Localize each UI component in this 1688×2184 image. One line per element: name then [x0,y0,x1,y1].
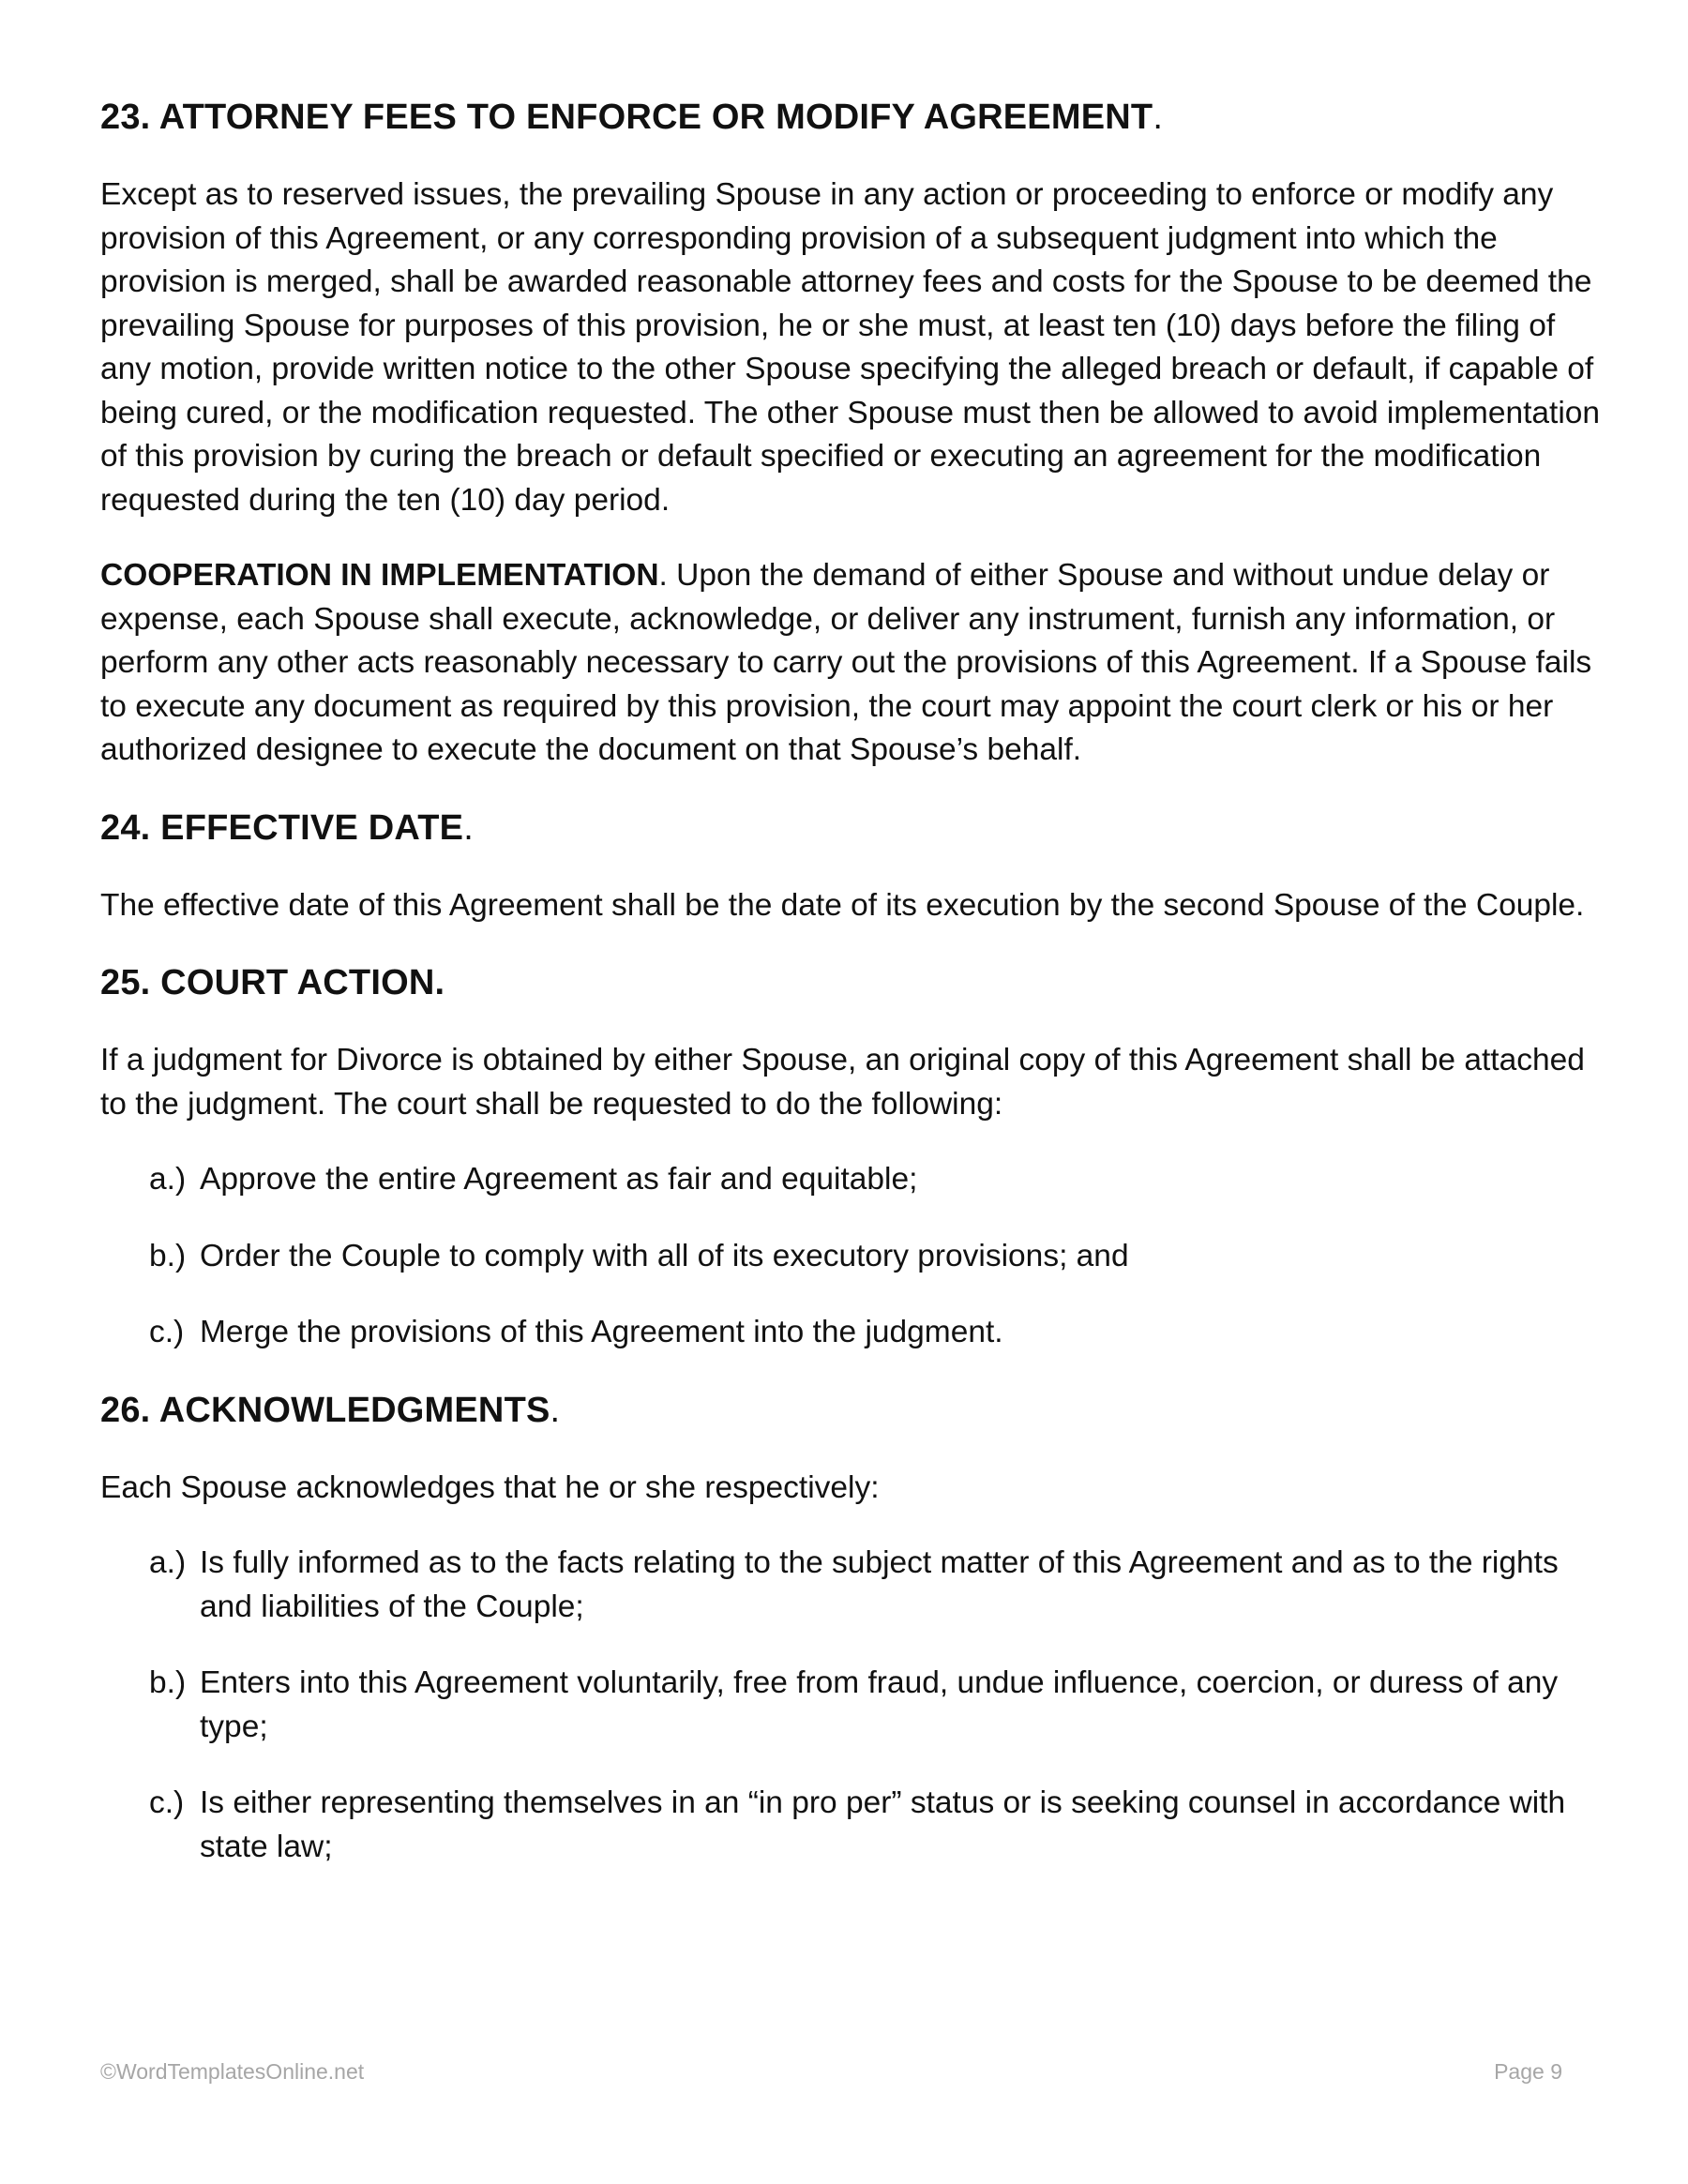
list-item [100,1542,1601,1629]
court-action-list [100,1158,1601,1355]
list-marker: c.) [149,1785,185,1820]
heading-punct: . [463,807,474,848]
list-marker: c.) [149,1315,185,1349]
list-item-text: Is either representing themselves in an “in pro per” status or is seeking counsel in accordance with state law; [200,1785,1566,1864]
page-number: Page 9 [1494,2059,1562,2084]
section-heading-24 [100,805,1601,851]
list-item-text: Is fully informed as to the facts relating to the subject matter of this Agreement and as to the rights and liabilities of the Couple; [200,1545,1559,1624]
attorney-fees-paragraph: Except as to reserved issues, the prevailing Spouse in any action or proceeding to enforce or modify any provision of this Agreement, or any corresponding provision of a subsequent judgment into which the provision is merged, shall be awarded reasonable attorney fees and costs for the Spouse to be deemed the prevailing Spouse for purposes of this provision, he or she must, at least ten (10) days before the filing of any motion, provide written notice to the other Spouse specifying the alleged breach or default, if capable of being cured, or the modification requested. The other Spouse must then be allowed to avoid implementation of this provision by curing the breach or default specified or executing an agreement for the modification requested during the ten (10) day period. [100,177,1601,518]
cooperation-paragraph [100,554,1601,773]
list-item [100,1311,1601,1355]
heading-text: 26. ACKNOWLEDGMENTS [100,1390,550,1430]
copyright-notice: ©WordTemplatesOnline.net [100,2059,365,2084]
heading-punct: . [550,1390,561,1430]
list-item-text: Order the Couple to comply with all of its executory provisions; and [200,1238,1129,1273]
list-marker: a.) [149,1545,187,1580]
cooperation-text: . Upon the demand of either Spouse and without undue delay or expense, each Spouse shall execute, acknowledge, or deliver any instrument, furnish any information, or perform any other acts reasonably necessary to carry out the provisions of this Agreement. If a Spouse fails to execute any document as required by this provision, the court may appoint the court clerk or his or her authorized designee to execute the document on that Spouse’s behalf. [100,558,1592,767]
list-item [100,1235,1601,1279]
heading-text: 23. ATTORNEY FEES TO ENFORCE OR MODIFY AGREEMENT [100,98,1153,137]
court-action-paragraph: If a judgment for Divorce is obtained by either Spouse, an original copy of this Agreement shall be attached to the judgment. The court shall be requested to do the following: [100,1043,1585,1122]
acknowledgments-list [100,1542,1601,1869]
document-page [100,94,1601,1901]
list-item-text: Merge the provisions of this Agreement into the judgment. [200,1315,1003,1349]
list-marker: a.) [149,1162,187,1197]
list-item-text: Approve the entire Agreement as fair and equitable; [200,1162,918,1197]
section-heading-26 [100,1387,1601,1434]
list-item [100,1782,1601,1869]
list-item [100,1158,1601,1202]
heading-punct: . [1153,98,1164,137]
list-item [100,1662,1601,1749]
list-marker: b.) [149,1238,187,1273]
list-item-text: Enters into this Agreement voluntarily, free from fraud, undue influence, coercion, or duress of any type; [200,1665,1559,1744]
heading-text: 24. EFFECTIVE DATE [100,807,464,848]
acknowledgments-paragraph: Each Spouse acknowledges that he or she respectively: [100,1469,880,1505]
section-heading-23 [100,94,1601,141]
effective-date-paragraph: The effective date of this Agreement shall be the date of its execution by the second Spouse of the Couple. [100,887,1585,923]
list-marker: b.) [149,1665,187,1700]
section-heading-25: 25. COURT ACTION. [100,963,445,1002]
cooperation-heading: COOPERATION IN IMPLEMENTATION [100,558,659,593]
